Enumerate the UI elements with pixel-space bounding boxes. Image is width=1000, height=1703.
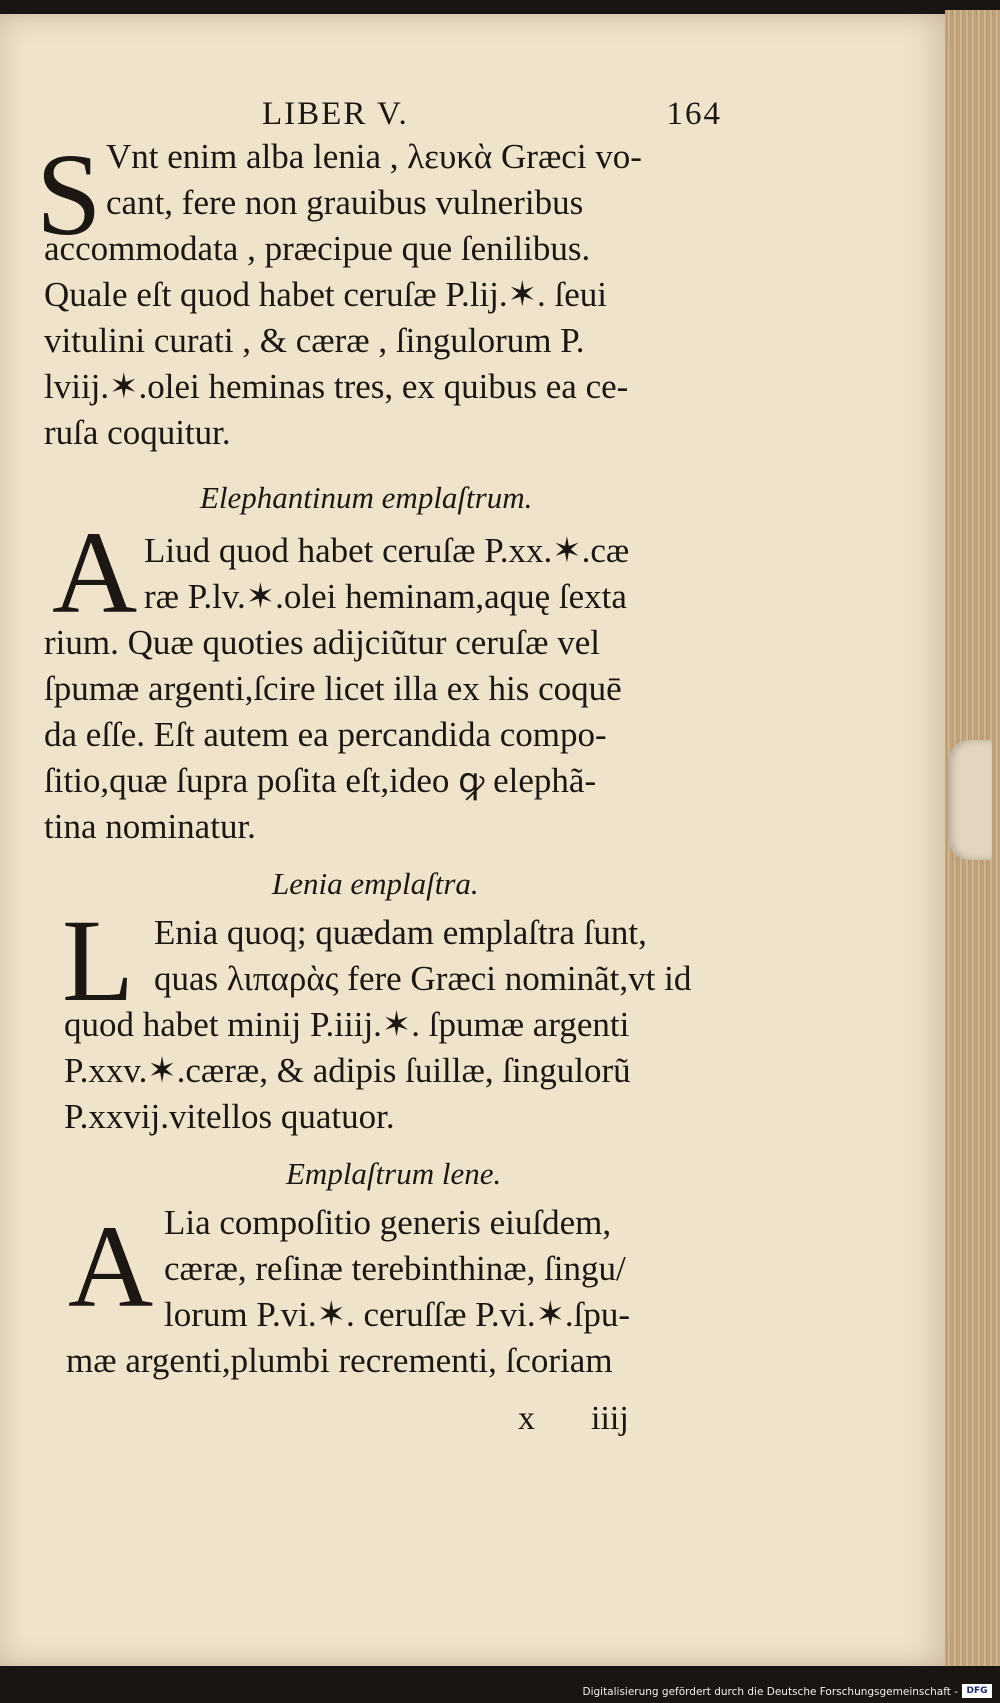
heading-lenia: Lenia emplaſtra. [272,866,479,901]
signature-mark [518,1400,685,1438]
text-line: lviij.✶.olei heminas tres, ex quibus ea ce- [44,367,629,406]
drop-cap-a: A [52,507,138,638]
heading-elephantinum: Elephantinum emplaſtrum. [200,480,533,515]
text-line: ræ P.lv.✶.olei heminam,aquę ſexta [144,577,627,616]
text-line: quod habet minij P.iiij.✶. ſpumæ argenti [64,1005,630,1044]
heading-emplastrum-lene: Emplaſtrum lene. [286,1156,502,1191]
signature-number: iiij [591,1400,629,1437]
signature-letter: x [518,1400,535,1437]
text-line: quas λιπαρὰς fere Græci nominãt,vt id [154,959,692,998]
text-line: cant, fere non grauibus vulneribus [106,183,584,222]
drop-cap-l: L [62,895,135,1026]
text-line: lorum P.vi.✶. ceruſſæ P.vi.✶.ſpu- [164,1295,631,1334]
text-line: cæræ, reſinæ terebinthinæ, ſingu/ [164,1249,626,1288]
text-line: P.xxvij.vitellos quatuor. [64,1097,395,1136]
text-line: Quale eſt quod habet ceruſæ P.lij.✶. ſeui [44,275,607,314]
text-line: rium. Quæ quoties adijciũtur ceruſæ vel [44,623,601,662]
drop-cap-a2: A [68,1201,154,1332]
text-line: ruſa coquitur. [44,413,231,452]
text-line: vitulini curati , & cæræ , ſingulorum P. [44,321,585,360]
text-line: Vnt enim alba lenia , λευκὰ Græci vo- [106,137,642,176]
text-line: mæ argenti,plumbi recrementi, ſcoriam [66,1341,613,1380]
digitization-credit: Digitalisierung gefördert durch die Deutsche Forschungsgemeinschaft - [582,1686,958,1698]
text-line: ſpumæ argenti,ſcire licet illa ex his coquē [44,669,622,708]
section4-text [44,1200,754,1384]
text-line: P.xxv.✶.cæræ, & adipis ſuillæ, ſingulorũ [64,1051,631,1090]
page-clip [948,740,992,860]
page-header [262,96,722,136]
text-line: Lia compoſitio generis eiuſdem, [164,1203,612,1242]
text-line: ſitio,quæ ſupra poſita eſt,ideo ꝙ elephã- [44,761,597,800]
folio-number: 164 [666,96,722,132]
section1-text [44,134,754,456]
text-line: accommodata , præcipue que ſenilibus. [44,229,591,268]
text-line: Enia quoq; quædam emplaſtra ſunt, [154,913,647,952]
text-line: Liud quod habet ceruſæ P.xx.✶.cæ [144,531,630,570]
text-line: da eſſe. Eſt autem ea percandida compo- [44,715,607,754]
drop-cap-s: S [36,129,102,260]
section2-text [44,528,754,850]
section3-text [44,910,754,1140]
text-line: tina nominatur. [44,807,256,846]
running-head: LIBER V. [262,96,409,132]
dfg-logo: DFG [962,1684,992,1698]
